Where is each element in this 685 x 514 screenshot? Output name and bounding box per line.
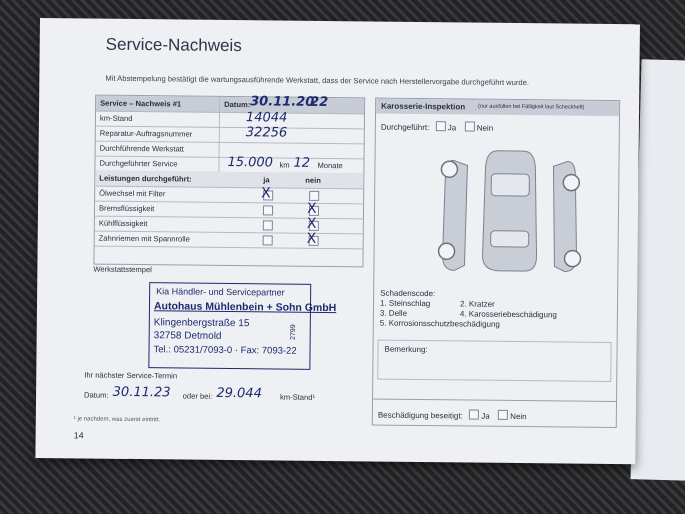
service-record-header: Service – Nachweis #1 Datum: 30.11.20 22 bbox=[96, 96, 364, 115]
remark-field[interactable]: Bemerkung: bbox=[377, 340, 611, 382]
damage-codes: Schadenscode: 1. Steinschlag 2. Kratzer 3. Delle 4. Karosseriebeschädigung 5. Korrosionsschutzbeschädigung bbox=[379, 288, 557, 329]
handwritten-next-date: 30.11.23 bbox=[112, 384, 171, 401]
coolant-yes-checkbox[interactable] bbox=[263, 220, 273, 230]
task-timing-belt: Zahnriemen mit Spannrolle X bbox=[95, 231, 363, 250]
km-row: km-Stand 14044 bbox=[96, 111, 364, 130]
handwritten-km: 14044 bbox=[245, 110, 288, 126]
coolant-no-mark: X bbox=[306, 215, 317, 232]
task-coolant: Kühlflüssigkeit X bbox=[95, 216, 363, 235]
brake-yes-checkbox[interactable] bbox=[263, 205, 273, 215]
body-inspection-header: Karosserie-Inspektion (nur ausfüllen bei Fälligkeit laut Scheckheft) bbox=[376, 99, 619, 117]
belt-no-mark: X bbox=[306, 230, 317, 247]
fixed-no-checkbox[interactable] bbox=[498, 410, 508, 420]
car-diagram bbox=[434, 145, 585, 277]
handwritten-service-km: 15.000 bbox=[227, 154, 274, 171]
task-brake: Bremsflüssigkeit X bbox=[95, 201, 363, 220]
belt-yes-checkbox[interactable] bbox=[263, 235, 273, 245]
damage-fixed-row: Beschädigung beseitigt: Ja Nein bbox=[373, 399, 616, 428]
service-booklet-page bbox=[35, 18, 640, 464]
fixed-yes-checkbox[interactable] bbox=[469, 410, 479, 420]
oil-yes-mark: X bbox=[261, 185, 271, 202]
intro-text: Mit Abstempelung bestätigt die wartungsausführende Werkstatt, dass der Service nach Herstellervorgabe durchgeführt wurde. bbox=[105, 73, 530, 88]
handwritten-order: 32256 bbox=[245, 125, 288, 141]
tasks-header: Leistungen durchgeführt: ja nein bbox=[95, 171, 363, 190]
done-no-checkbox[interactable] bbox=[464, 121, 474, 131]
next-service: Ihr nächster Service-Termin Datum: 30.11.23 oder bei: 29.044 km-Stand¹ bbox=[84, 370, 316, 402]
handwritten-next-km: 29.044 bbox=[216, 385, 262, 402]
inspection-done-row: Durchgeführt: Ja Nein bbox=[380, 122, 494, 133]
workshop-stamp: Kia Händler- und Servicepartner Autohaus Mühlenbein + Sohn GmbH Klingenbergstraße 15 32758 Detmold Tel.: 05231/7093-0 · Fax: 7093-22 2799 bbox=[148, 282, 311, 370]
body-inspection-box bbox=[372, 98, 620, 429]
order-row: Reparatur-Auftragsnummer 32256 bbox=[96, 126, 364, 145]
task-oil: Ölwechsel mit Filter X bbox=[95, 186, 363, 205]
page-title: Service-Nachweis bbox=[105, 34, 242, 56]
page-number: 14 bbox=[73, 430, 84, 441]
done-yes-checkbox[interactable] bbox=[436, 121, 446, 131]
oil-no-checkbox[interactable] bbox=[309, 191, 319, 201]
brake-no-mark: X bbox=[306, 200, 317, 217]
service-record-box bbox=[93, 95, 365, 268]
handwritten-months: 12 bbox=[293, 155, 311, 171]
handwritten-date: 30.11.20 bbox=[250, 94, 315, 110]
workshop-stamp-label: Werkstattstempel bbox=[93, 264, 152, 275]
footnote: ¹ je nachdem, was zuerst eintritt. bbox=[73, 416, 161, 424]
handwritten-year: 22 bbox=[310, 94, 329, 111]
service-row: Durchgeführter Service 15.000 km 12 Monate bbox=[95, 156, 363, 175]
workshop-row: Durchführende Werkstatt bbox=[96, 141, 364, 160]
